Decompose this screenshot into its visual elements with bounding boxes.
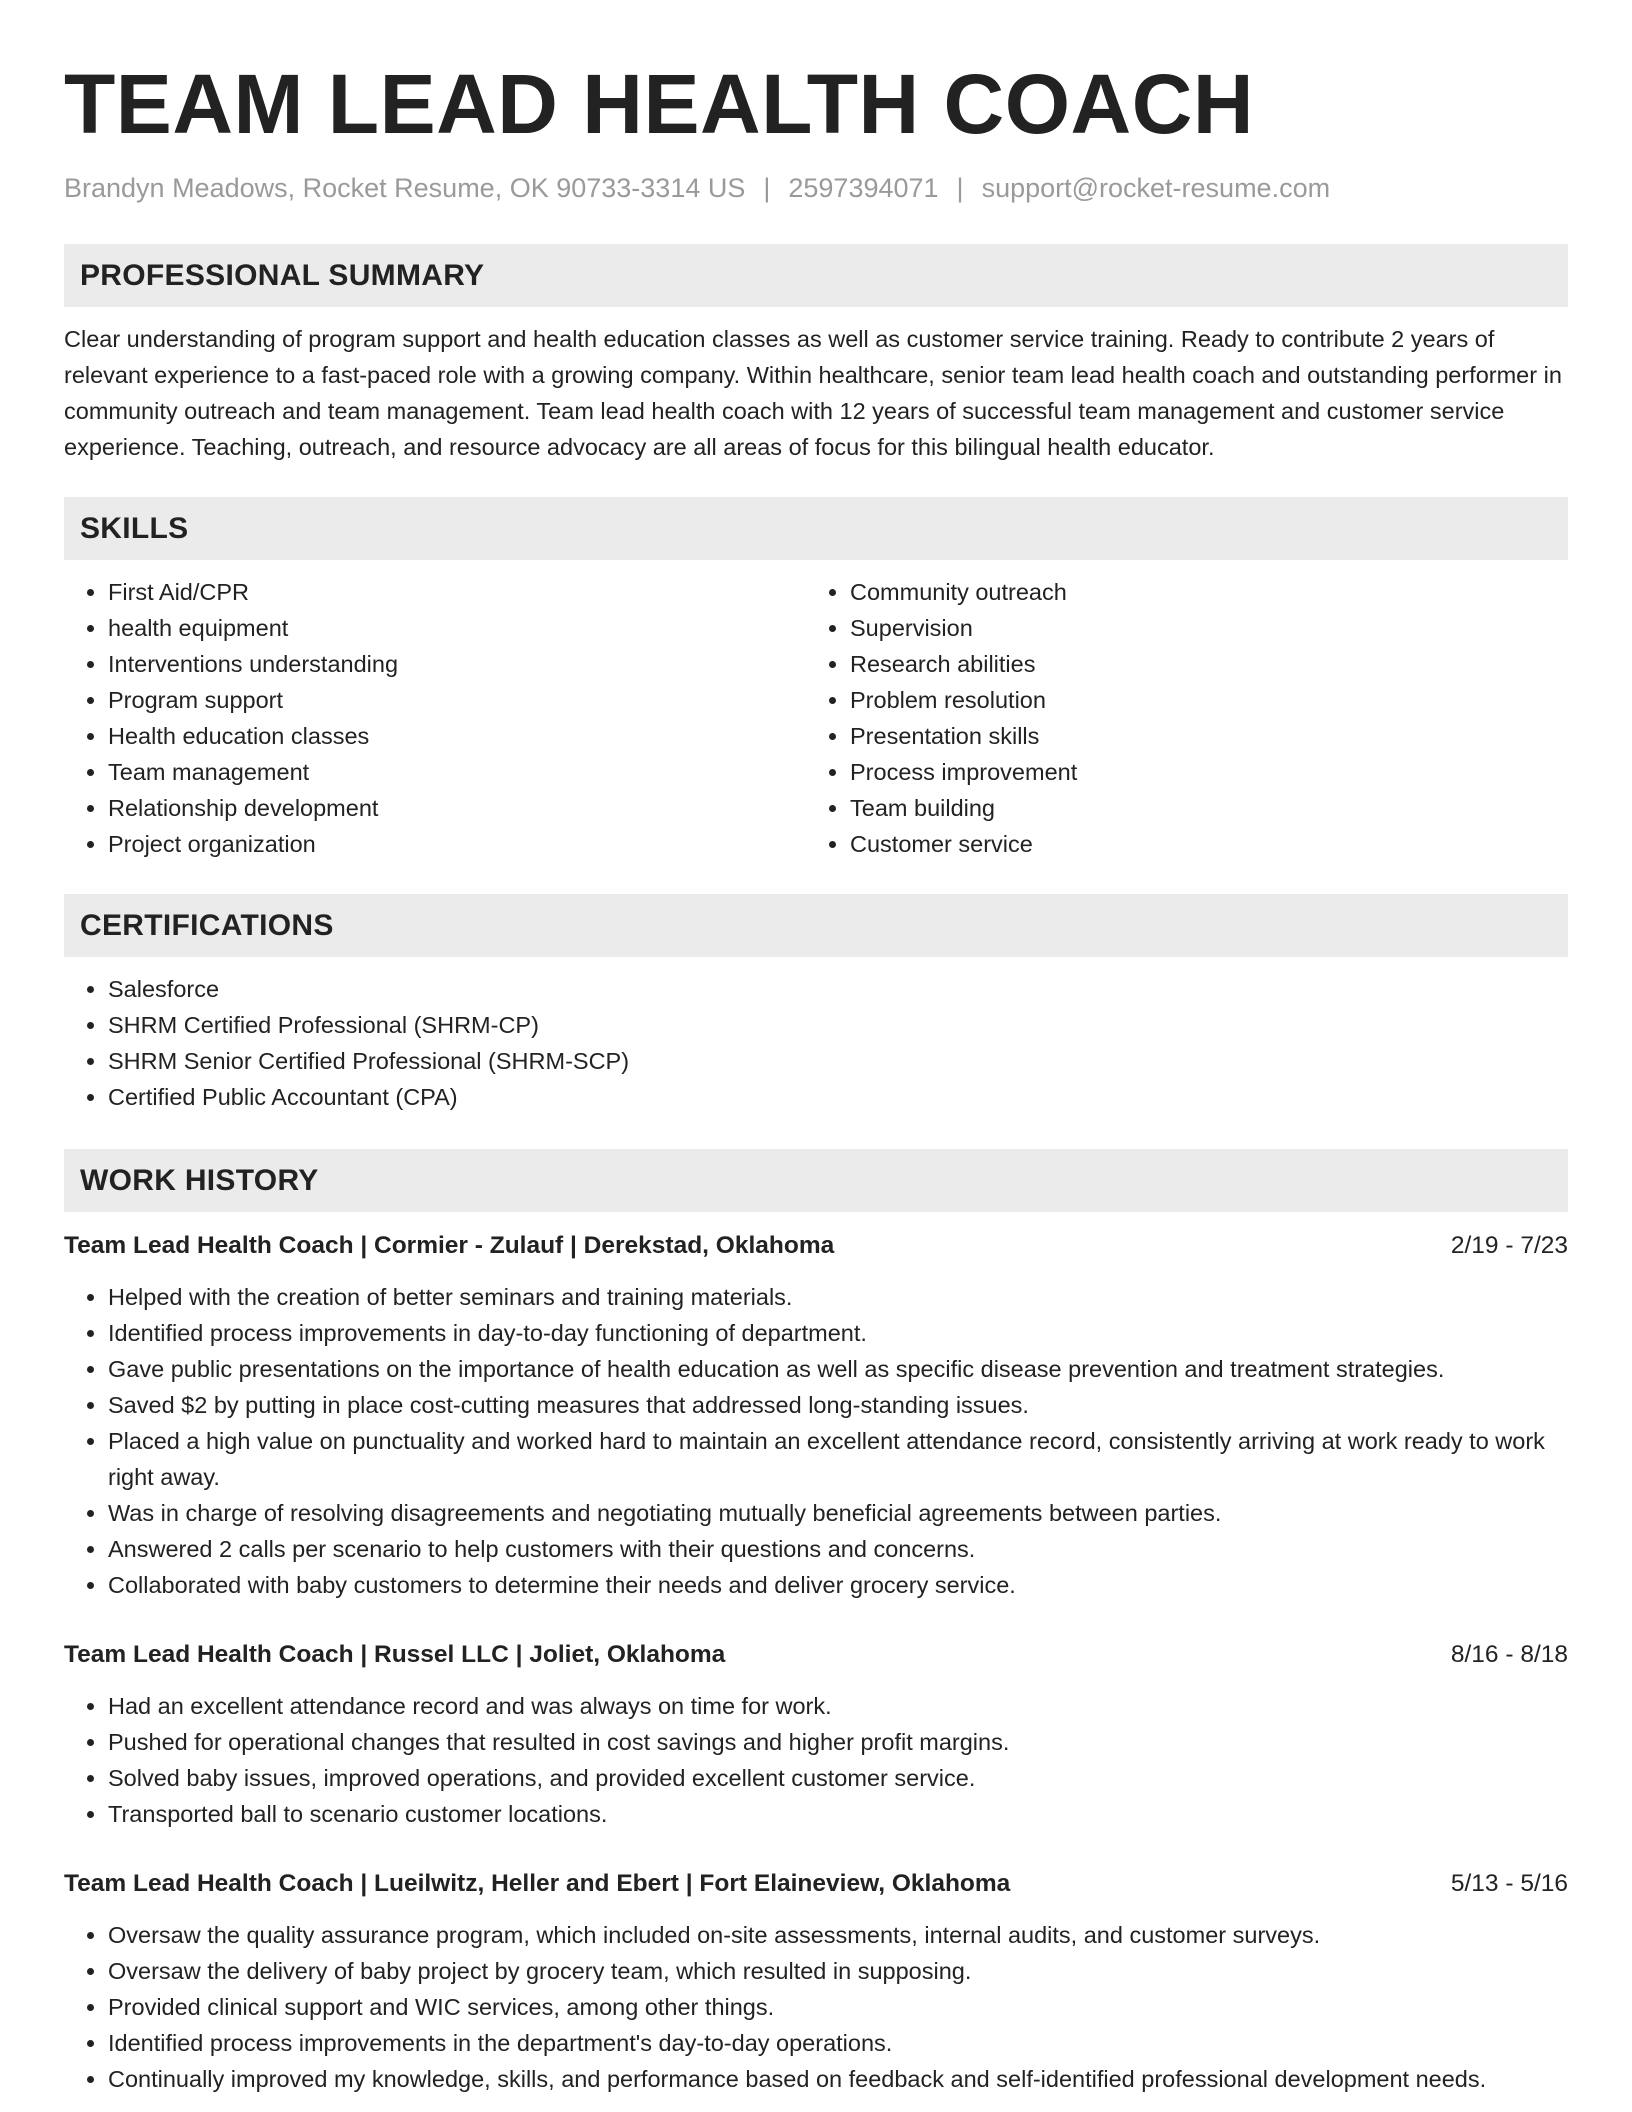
job-bullet-list (64, 1688, 1568, 1832)
skill-item: • Health education classes (108, 718, 806, 754)
job-dates: 8/16 - 8/18 (1450, 1641, 1568, 1668)
work-history-heading: WORK HISTORY (64, 1149, 1568, 1212)
job-header (64, 1866, 1568, 1902)
certification-item: • Certified Public Accountant (CPA) (108, 1079, 1568, 1115)
job-bullet: • Saved $2 by putting in place cost-cutting measures that addressed long-standing issues. (108, 1387, 1568, 1423)
certification-item: • Salesforce (108, 971, 1568, 1007)
work-history-section (64, 1149, 1568, 2097)
skills-list-right (806, 574, 1548, 862)
job-bullet: • Placed a high value on punctuality and worked hard to maintain an excellent attendance record, consistently arriving at work ready to work right away. (108, 1423, 1568, 1495)
skill-item: • Research abilities (850, 646, 1548, 682)
job-bullet-list (64, 1917, 1568, 2097)
skills-columns (64, 574, 1568, 862)
job-entry (64, 1866, 1568, 2097)
contact-separator: | (956, 173, 964, 203)
job-bullet: • Oversaw the delivery of baby project by grocery team, which resulted in supposing. (108, 1953, 1568, 1989)
skills-list-left (64, 574, 806, 862)
contact-phone: 2597394071 (788, 173, 939, 203)
skill-item: • First Aid/CPR (108, 574, 806, 610)
skill-item: • health equipment (108, 610, 806, 646)
job-title: Team Lead Health Coach | Russel LLC | Joliet, Oklahoma (64, 1641, 726, 1668)
skills-heading: SKILLS (64, 497, 1568, 560)
work-history-jobs (64, 1228, 1568, 2097)
job-dates: 5/13 - 5/16 (1450, 1870, 1568, 1897)
skill-item: • Interventions understanding (108, 646, 806, 682)
skills-column-left (64, 574, 806, 862)
job-bullet: • Was in charge of resolving disagreements and negotiating mutually beneficial agreements between parties. (108, 1495, 1568, 1531)
job-bullet: • Provided clinical support and WIC services, among other things. (108, 1989, 1568, 2025)
certification-item: • SHRM Senior Certified Professional (SHRM-SCP) (108, 1043, 1568, 1079)
skills-column-right (806, 574, 1548, 862)
skill-item: • Relationship development (108, 790, 806, 826)
job-bullet: • Identified process improvements in day-to-day functioning of department. (108, 1315, 1568, 1351)
job-bullet: • Identified process improvements in the department's day-to-day operations. (108, 2025, 1568, 2061)
contact-address: Brandyn Meadows, Rocket Resume, OK 90733-3314 US (64, 173, 746, 203)
skill-item: • Customer service (850, 826, 1548, 862)
certifications-list (64, 971, 1568, 1115)
job-bullet-list (64, 1279, 1568, 1603)
certifications-section (64, 894, 1568, 1115)
skills-section (64, 497, 1568, 862)
job-header (64, 1228, 1568, 1264)
skill-item: • Supervision (850, 610, 1548, 646)
job-bullet: • Helped with the creation of better seminars and training materials. (108, 1279, 1568, 1315)
summary-text: Clear understanding of program support and health education classes as well as customer service training. Ready to contribute 2 years of relevant experience to a fast-paced role with a growing company. Within healthcare, senior team lead health coach and outstanding performer in community outreach and team management. Team lead health coach with 12 years of successful team management and customer service experience. Teaching, outreach, and resource advocacy are all areas of focus for this bilingual health educator. (64, 326, 1562, 460)
job-bullet: • Answered 2 calls per scenario to help customers with their questions and concerns. (108, 1531, 1568, 1567)
contact-line (64, 170, 1568, 206)
job-entry (64, 1228, 1568, 1603)
resume-title: TEAM LEAD HEALTH COACH (64, 57, 1255, 151)
certification-item: • SHRM Certified Professional (SHRM-CP) (108, 1007, 1568, 1043)
job-bullet: • Pushed for operational changes that resulted in cost savings and higher profit margins. (108, 1724, 1568, 1760)
contact-email[interactable]: support@rocket-resume.com (981, 173, 1331, 203)
job-bullet: • Gave public presentations on the importance of health education as well as specific disease prevention and treatment strategies. (108, 1351, 1568, 1387)
job-title: Team Lead Health Coach | Lueilwitz, Heller and Ebert | Fort Elaineview, Oklahoma (64, 1870, 1011, 1897)
skill-item: • Program support (108, 682, 806, 718)
skill-item: • Community outreach (850, 574, 1548, 610)
job-bullet: • Continually improved my knowledge, skills, and performance based on feedback and self-identified professional development needs. (108, 2061, 1568, 2097)
job-bullet: • Had an excellent attendance record and was always on time for work. (108, 1688, 1568, 1724)
job-title: Team Lead Health Coach | Cormier - Zulauf | Derekstad, Oklahoma (64, 1232, 835, 1259)
skill-item: • Project organization (108, 826, 806, 862)
job-bullet: • Oversaw the quality assurance program, which included on-site assessments, internal audits, and customer surveys. (108, 1917, 1568, 1953)
summary-heading: PROFESSIONAL SUMMARY (64, 244, 1568, 307)
skill-item: • Team building (850, 790, 1548, 826)
job-bullet: • Solved baby issues, improved operations, and provided excellent customer service. (108, 1760, 1568, 1796)
summary-section (64, 244, 1568, 465)
job-bullet: • Collaborated with baby customers to determine their needs and deliver grocery service. (108, 1567, 1568, 1603)
contact-separator: | (763, 173, 771, 203)
job-bullet: • Transported ball to scenario customer locations. (108, 1796, 1568, 1832)
skill-item: • Process improvement (850, 754, 1548, 790)
certifications-heading: CERTIFICATIONS (64, 894, 1568, 957)
job-header (64, 1637, 1568, 1673)
job-dates: 2/19 - 7/23 (1450, 1232, 1568, 1259)
job-entry (64, 1637, 1568, 1832)
skill-item: • Team management (108, 754, 806, 790)
skill-item: • Presentation skills (850, 718, 1548, 754)
skill-item: • Problem resolution (850, 682, 1548, 718)
resume-page (64, 0, 1568, 2097)
